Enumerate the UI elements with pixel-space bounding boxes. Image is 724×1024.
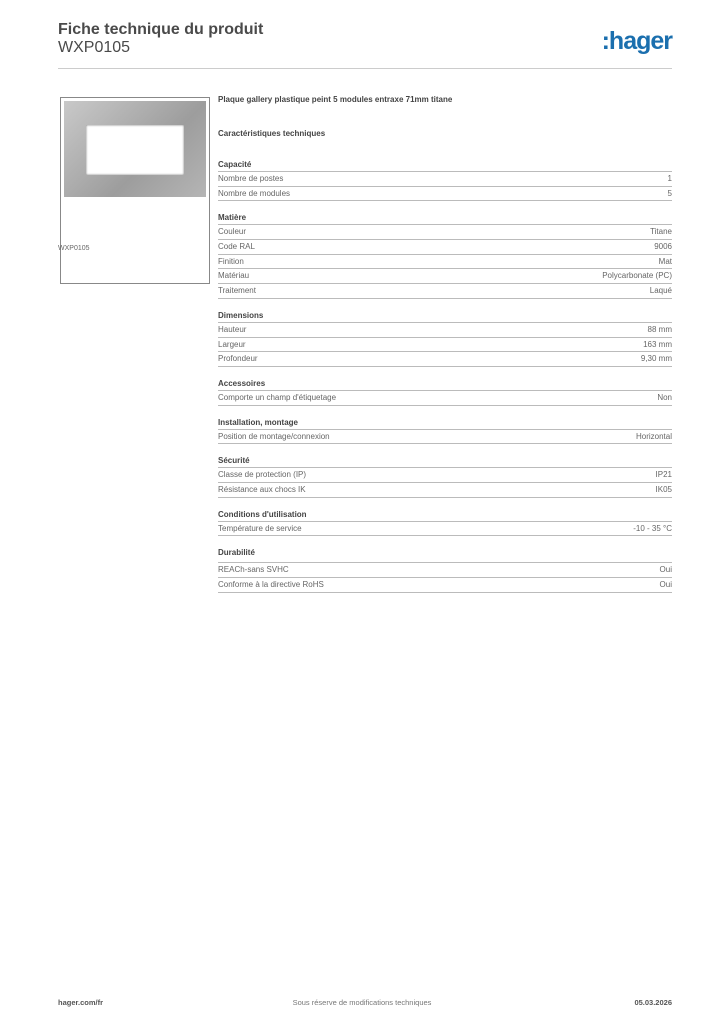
spec-label: Couleur bbox=[218, 227, 247, 237]
spec-content bbox=[218, 95, 672, 602]
spec-row bbox=[218, 338, 672, 353]
spec-label: Largeur bbox=[218, 339, 246, 349]
spec-value: IK05 bbox=[655, 484, 672, 494]
spec-value: 1 bbox=[667, 174, 672, 183]
hager-logo: :hager bbox=[601, 27, 672, 55]
plate-picture bbox=[64, 101, 206, 197]
product-code: WXP0105 bbox=[58, 39, 131, 56]
spec-value: IP21 bbox=[655, 470, 672, 480]
spec-section bbox=[218, 415, 672, 445]
section-heading: Matière bbox=[218, 210, 672, 225]
spec-label: Comporte un champ d'étiquetage bbox=[218, 392, 337, 402]
spec-value: Non bbox=[657, 392, 672, 402]
spec-label: Hauteur bbox=[218, 324, 247, 334]
section-heading: Dimensions bbox=[218, 308, 672, 323]
spec-label: Nombre de modules bbox=[218, 188, 291, 198]
spec-section bbox=[218, 453, 672, 497]
spec-label: Classe de protection (IP) bbox=[218, 470, 307, 480]
spec-row bbox=[218, 284, 672, 299]
spec-row bbox=[218, 240, 672, 255]
header-divider bbox=[58, 68, 672, 69]
spec-label: REACh-sans SVHC bbox=[218, 565, 289, 575]
spec-label: Nombre de postes bbox=[218, 174, 284, 183]
spec-row bbox=[218, 172, 672, 187]
spec-section bbox=[218, 210, 672, 298]
footer-date: 05.03.2026 bbox=[634, 998, 672, 1007]
spec-label: Température de service bbox=[218, 523, 302, 533]
section-heading: Durabilité bbox=[218, 545, 672, 563]
plate-opening bbox=[86, 125, 184, 175]
spec-row bbox=[218, 391, 672, 406]
spec-value: 9,30 mm bbox=[640, 354, 672, 364]
spec-label: Matériau bbox=[218, 271, 250, 281]
footer-note: Sous réserve de modifications techniques bbox=[292, 998, 432, 1007]
spec-row bbox=[218, 522, 672, 537]
characteristics-title: Caractéristiques techniques bbox=[218, 129, 326, 138]
section-heading: Conditions d'utilisation bbox=[218, 507, 672, 522]
spec-value: Titane bbox=[650, 227, 672, 237]
spec-section bbox=[218, 376, 672, 406]
spec-label: Conforme à la directive RoHS bbox=[218, 580, 324, 589]
footer-site[interactable]: hager.com/fr bbox=[58, 998, 104, 1007]
spec-value: 163 mm bbox=[643, 339, 672, 349]
page-title: Fiche technique du produit bbox=[58, 21, 264, 38]
spec-row bbox=[218, 187, 672, 202]
spec-value: Polycarbonate (PC) bbox=[602, 271, 672, 281]
product-name: Plaque gallery plastique peint 5 modules entraxe 71mm titane bbox=[218, 95, 453, 104]
spec-label: Position de montage/connexion bbox=[218, 431, 330, 441]
spec-row bbox=[218, 269, 672, 284]
spec-row bbox=[218, 323, 672, 338]
spec-label: Code RAL bbox=[218, 242, 255, 252]
spec-row bbox=[218, 468, 672, 483]
spec-value: Horizontal bbox=[635, 431, 672, 441]
spec-row bbox=[218, 483, 672, 498]
spec-value: Mat bbox=[658, 256, 672, 266]
section-heading: Capacité bbox=[218, 157, 672, 172]
spec-section bbox=[218, 308, 672, 367]
spec-value: Oui bbox=[659, 565, 672, 575]
spec-row bbox=[218, 563, 672, 578]
image-caption: WXP0105 bbox=[58, 245, 90, 252]
spec-row bbox=[218, 578, 672, 593]
section-heading: Accessoires bbox=[218, 376, 672, 391]
spec-value: -10 - 35 °C bbox=[633, 523, 672, 533]
section-heading: Sécurité bbox=[218, 453, 672, 468]
spec-label: Résistance aux chocs IK bbox=[218, 484, 306, 494]
spec-section bbox=[218, 507, 672, 537]
spec-value: 5 bbox=[667, 188, 672, 198]
spec-label: Profondeur bbox=[218, 354, 258, 364]
section-heading: Installation, montage bbox=[218, 415, 672, 430]
product-image bbox=[60, 97, 210, 284]
spec-label: Traitement bbox=[218, 286, 256, 296]
spec-value: 9006 bbox=[654, 242, 672, 252]
spec-value: 88 mm bbox=[647, 324, 672, 334]
spec-value: Laqué bbox=[649, 286, 672, 296]
spec-row bbox=[218, 225, 672, 240]
spec-section bbox=[218, 157, 672, 201]
spec-value: Oui bbox=[659, 580, 672, 589]
spec-section bbox=[218, 545, 672, 592]
spec-label: Finition bbox=[218, 256, 244, 266]
spec-row bbox=[218, 255, 672, 270]
spec-row bbox=[218, 352, 672, 367]
spec-sections bbox=[218, 157, 672, 593]
spec-row bbox=[218, 430, 672, 445]
